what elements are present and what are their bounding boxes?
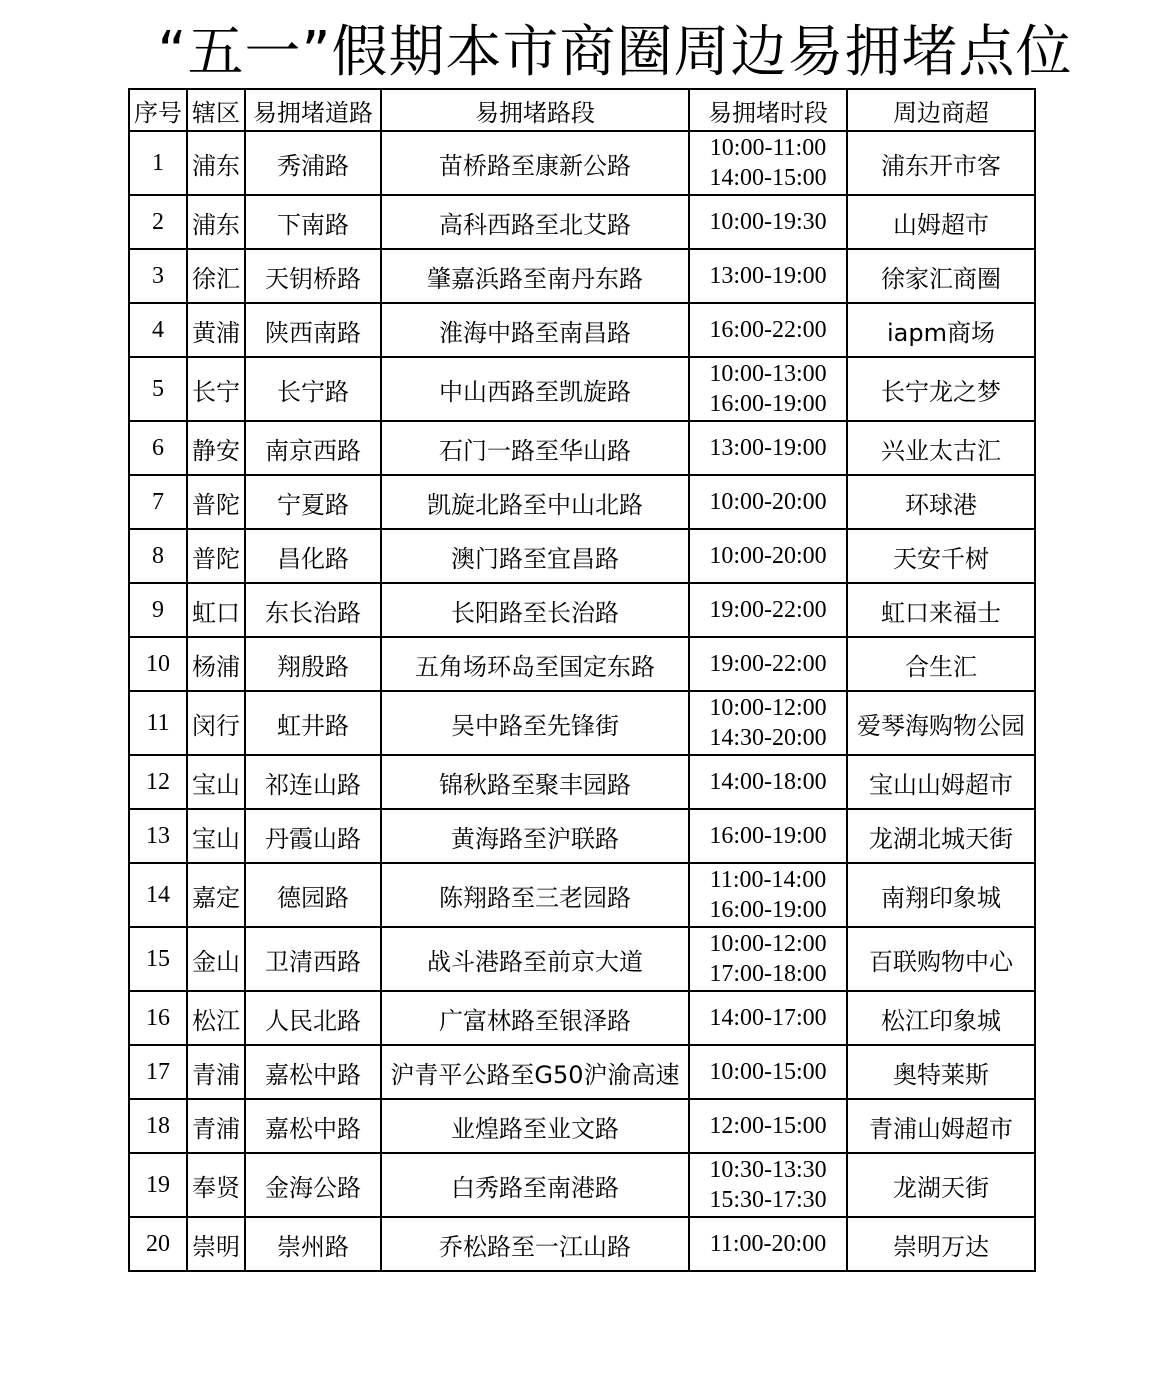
row-time-line-1: 13:00-19:00: [709, 435, 827, 461]
row-time-line-1: 10:00-15:00: [709, 1059, 827, 1085]
table-row: [129, 1045, 1035, 1099]
row-mall: 松江印象城: [847, 991, 1035, 1045]
header-district: 辖区: [187, 89, 245, 131]
row-time: [689, 863, 847, 927]
row-time-line-2: 15:30-17:30: [709, 1187, 827, 1213]
row-time-line-1: 14:00-17:00: [709, 1005, 827, 1031]
row-mall: 合生汇: [847, 637, 1035, 691]
row-number: 10: [129, 637, 187, 691]
row-time-line-1: 13:00-19:00: [709, 263, 827, 289]
table-row: [129, 131, 1035, 195]
row-time-line-2: 16:00-19:00: [709, 391, 827, 417]
row-number: 2: [129, 195, 187, 249]
row-road: 人民北路: [245, 991, 381, 1045]
header-road: 易拥堵道路: [245, 89, 381, 131]
table-row: [129, 195, 1035, 249]
row-number: 15: [129, 927, 187, 991]
row-time: [689, 249, 847, 303]
row-road: 祁连山路: [245, 755, 381, 809]
row-mall: 浦东开市客: [847, 131, 1035, 195]
row-district: 嘉定: [187, 863, 245, 927]
row-time: [689, 1045, 847, 1099]
row-district: 杨浦: [187, 637, 245, 691]
row-number: 19: [129, 1153, 187, 1217]
row-road: 虹井路: [245, 691, 381, 755]
row-mall: 龙湖天街: [847, 1153, 1035, 1217]
row-time-line-2: 16:00-19:00: [709, 897, 827, 923]
row-road: 陕西南路: [245, 303, 381, 357]
page-title: “五一”假期本市商圈周边易拥堵点位: [157, 20, 1073, 85]
row-time: [689, 195, 847, 249]
row-time: [689, 927, 847, 991]
row-segment: 石门一路至华山路: [381, 421, 689, 475]
header-no: 序号: [129, 89, 187, 131]
row-district: 浦东: [187, 195, 245, 249]
row-time-line-1: 10:00-12:00: [709, 931, 827, 957]
row-segment: 陈翔路至三老园路: [381, 863, 689, 927]
row-time: [689, 131, 847, 195]
row-time-line-1: 16:00-22:00: [709, 317, 827, 343]
header-mall: 周边商超: [847, 89, 1035, 131]
row-road: 德园路: [245, 863, 381, 927]
row-time-line-1: 10:00-12:00: [709, 695, 827, 721]
row-district: 黄浦: [187, 303, 245, 357]
row-segment: 高科西路至北艾路: [381, 195, 689, 249]
row-mall: 奥特莱斯: [847, 1045, 1035, 1099]
row-road: 天钥桥路: [245, 249, 381, 303]
row-road: 东长治路: [245, 583, 381, 637]
table-row: [129, 691, 1035, 755]
row-mall: 长宁龙之梦: [847, 357, 1035, 421]
header-segment: 易拥堵路段: [381, 89, 689, 131]
row-road: 南京西路: [245, 421, 381, 475]
row-number: 5: [129, 357, 187, 421]
row-mall: iapm商场: [847, 303, 1035, 357]
row-number: 3: [129, 249, 187, 303]
row-number: 4: [129, 303, 187, 357]
row-time: [689, 755, 847, 809]
row-time-line-1: 19:00-22:00: [709, 651, 827, 677]
table-header-row: [129, 89, 1035, 131]
row-district: 浦东: [187, 131, 245, 195]
row-segment: 淮海中路至南昌路: [381, 303, 689, 357]
row-district: 青浦: [187, 1099, 245, 1153]
table-body: [129, 131, 1035, 1271]
row-time: [689, 529, 847, 583]
table-row: [129, 249, 1035, 303]
row-time-line-1: 16:00-19:00: [709, 823, 827, 849]
row-time-line-1: 19:00-22:00: [709, 597, 827, 623]
row-district: 长宁: [187, 357, 245, 421]
row-segment: 沪青平公路至G50沪渝高速: [381, 1045, 689, 1099]
row-road: 卫清西路: [245, 927, 381, 991]
row-segment: 五角场环岛至国定东路: [381, 637, 689, 691]
row-time: [689, 303, 847, 357]
row-time: [689, 357, 847, 421]
row-segment: 广富林路至银泽路: [381, 991, 689, 1045]
row-number: 7: [129, 475, 187, 529]
row-segment: 锦秋路至聚丰园路: [381, 755, 689, 809]
table-row: [129, 1153, 1035, 1217]
row-time-line-2: 17:00-18:00: [709, 961, 827, 987]
row-time-line-1: 10:00-13:00: [709, 361, 827, 387]
row-time: [689, 583, 847, 637]
row-time: [689, 1217, 847, 1271]
row-district: 崇明: [187, 1217, 245, 1271]
table-row: [129, 991, 1035, 1045]
row-district: 普陀: [187, 529, 245, 583]
row-road: 秀浦路: [245, 131, 381, 195]
row-segment: 乔松路至一江山路: [381, 1217, 689, 1271]
table-row: [129, 303, 1035, 357]
row-mall: 天安千树: [847, 529, 1035, 583]
row-time: [689, 1153, 847, 1217]
table-row: [129, 421, 1035, 475]
row-district: 宝山: [187, 755, 245, 809]
row-district: 奉贤: [187, 1153, 245, 1217]
row-time: [689, 475, 847, 529]
row-number: 18: [129, 1099, 187, 1153]
row-mall: 青浦山姆超市: [847, 1099, 1035, 1153]
row-segment: 苗桥路至康新公路: [381, 131, 689, 195]
row-number: 16: [129, 991, 187, 1045]
row-road: 下南路: [245, 195, 381, 249]
table-row: [129, 529, 1035, 583]
row-road: 崇州路: [245, 1217, 381, 1271]
row-mall: 兴业太古汇: [847, 421, 1035, 475]
row-road: 昌化路: [245, 529, 381, 583]
row-segment: 肇嘉浜路至南丹东路: [381, 249, 689, 303]
row-mall: 爱琴海购物公园: [847, 691, 1035, 755]
row-district: 虹口: [187, 583, 245, 637]
row-mall: 山姆超市: [847, 195, 1035, 249]
row-number: 12: [129, 755, 187, 809]
row-district: 金山: [187, 927, 245, 991]
row-time-line-1: 12:00-15:00: [709, 1113, 827, 1139]
row-time: [689, 809, 847, 863]
table-row: [129, 1217, 1035, 1271]
congestion-table: [128, 88, 1036, 1272]
row-mall: 徐家汇商圈: [847, 249, 1035, 303]
row-segment: 黄海路至沪联路: [381, 809, 689, 863]
row-segment: 吴中路至先锋街: [381, 691, 689, 755]
table-row: [129, 863, 1035, 927]
row-time: [689, 691, 847, 755]
row-number: 6: [129, 421, 187, 475]
row-segment: 中山西路至凯旋路: [381, 357, 689, 421]
row-district: 松江: [187, 991, 245, 1045]
table-row: [129, 583, 1035, 637]
table-row: [129, 927, 1035, 991]
row-district: 青浦: [187, 1045, 245, 1099]
row-time-line-1: 10:00-19:30: [709, 209, 827, 235]
row-road: 翔殷路: [245, 637, 381, 691]
row-number: 14: [129, 863, 187, 927]
row-road: 金海公路: [245, 1153, 381, 1217]
row-road: 丹霞山路: [245, 809, 381, 863]
header-time: 易拥堵时段: [689, 89, 847, 131]
row-number: 17: [129, 1045, 187, 1099]
row-number: 13: [129, 809, 187, 863]
row-number: 8: [129, 529, 187, 583]
table-row: [129, 475, 1035, 529]
row-mall: 南翔印象城: [847, 863, 1035, 927]
table-row: [129, 357, 1035, 421]
row-number: 9: [129, 583, 187, 637]
row-time-line-1: 11:00-14:00: [709, 867, 827, 893]
row-time-line-1: 10:00-20:00: [709, 489, 827, 515]
row-time-line-2: 14:00-15:00: [709, 165, 827, 191]
row-district: 徐汇: [187, 249, 245, 303]
row-mall: 百联购物中心: [847, 927, 1035, 991]
row-time-line-1: 14:00-18:00: [709, 769, 827, 795]
row-district: 静安: [187, 421, 245, 475]
row-segment: 凯旋北路至中山北路: [381, 475, 689, 529]
row-time-line-1: 11:00-20:00: [709, 1231, 827, 1257]
row-road: 嘉松中路: [245, 1045, 381, 1099]
row-road: 宁夏路: [245, 475, 381, 529]
row-district: 闵行: [187, 691, 245, 755]
row-mall: 虹口来福士: [847, 583, 1035, 637]
row-time: [689, 637, 847, 691]
table-row: [129, 1099, 1035, 1153]
row-segment: 业煌路至业文路: [381, 1099, 689, 1153]
row-mall: 龙湖北城天街: [847, 809, 1035, 863]
table-row: [129, 755, 1035, 809]
row-segment: 战斗港路至前京大道: [381, 927, 689, 991]
row-mall: 环球港: [847, 475, 1035, 529]
row-segment: 澳门路至宜昌路: [381, 529, 689, 583]
row-time: [689, 991, 847, 1045]
row-mall: 崇明万达: [847, 1217, 1035, 1271]
row-time: [689, 421, 847, 475]
table-row: [129, 637, 1035, 691]
row-time: [689, 1099, 847, 1153]
row-district: 宝山: [187, 809, 245, 863]
row-time-line-1: 10:30-13:30: [709, 1157, 827, 1183]
row-district: 普陀: [187, 475, 245, 529]
row-time-line-2: 14:30-20:00: [709, 725, 827, 751]
row-road: 嘉松中路: [245, 1099, 381, 1153]
row-time-line-1: 10:00-11:00: [709, 135, 827, 161]
row-number: 11: [129, 691, 187, 755]
row-mall: 宝山山姆超市: [847, 755, 1035, 809]
row-road: 长宁路: [245, 357, 381, 421]
row-time-line-1: 10:00-20:00: [709, 543, 827, 569]
row-segment: 长阳路至长治路: [381, 583, 689, 637]
row-number: 1: [129, 131, 187, 195]
row-number: 20: [129, 1217, 187, 1271]
row-segment: 白秀路至南港路: [381, 1153, 689, 1217]
table-row: [129, 809, 1035, 863]
